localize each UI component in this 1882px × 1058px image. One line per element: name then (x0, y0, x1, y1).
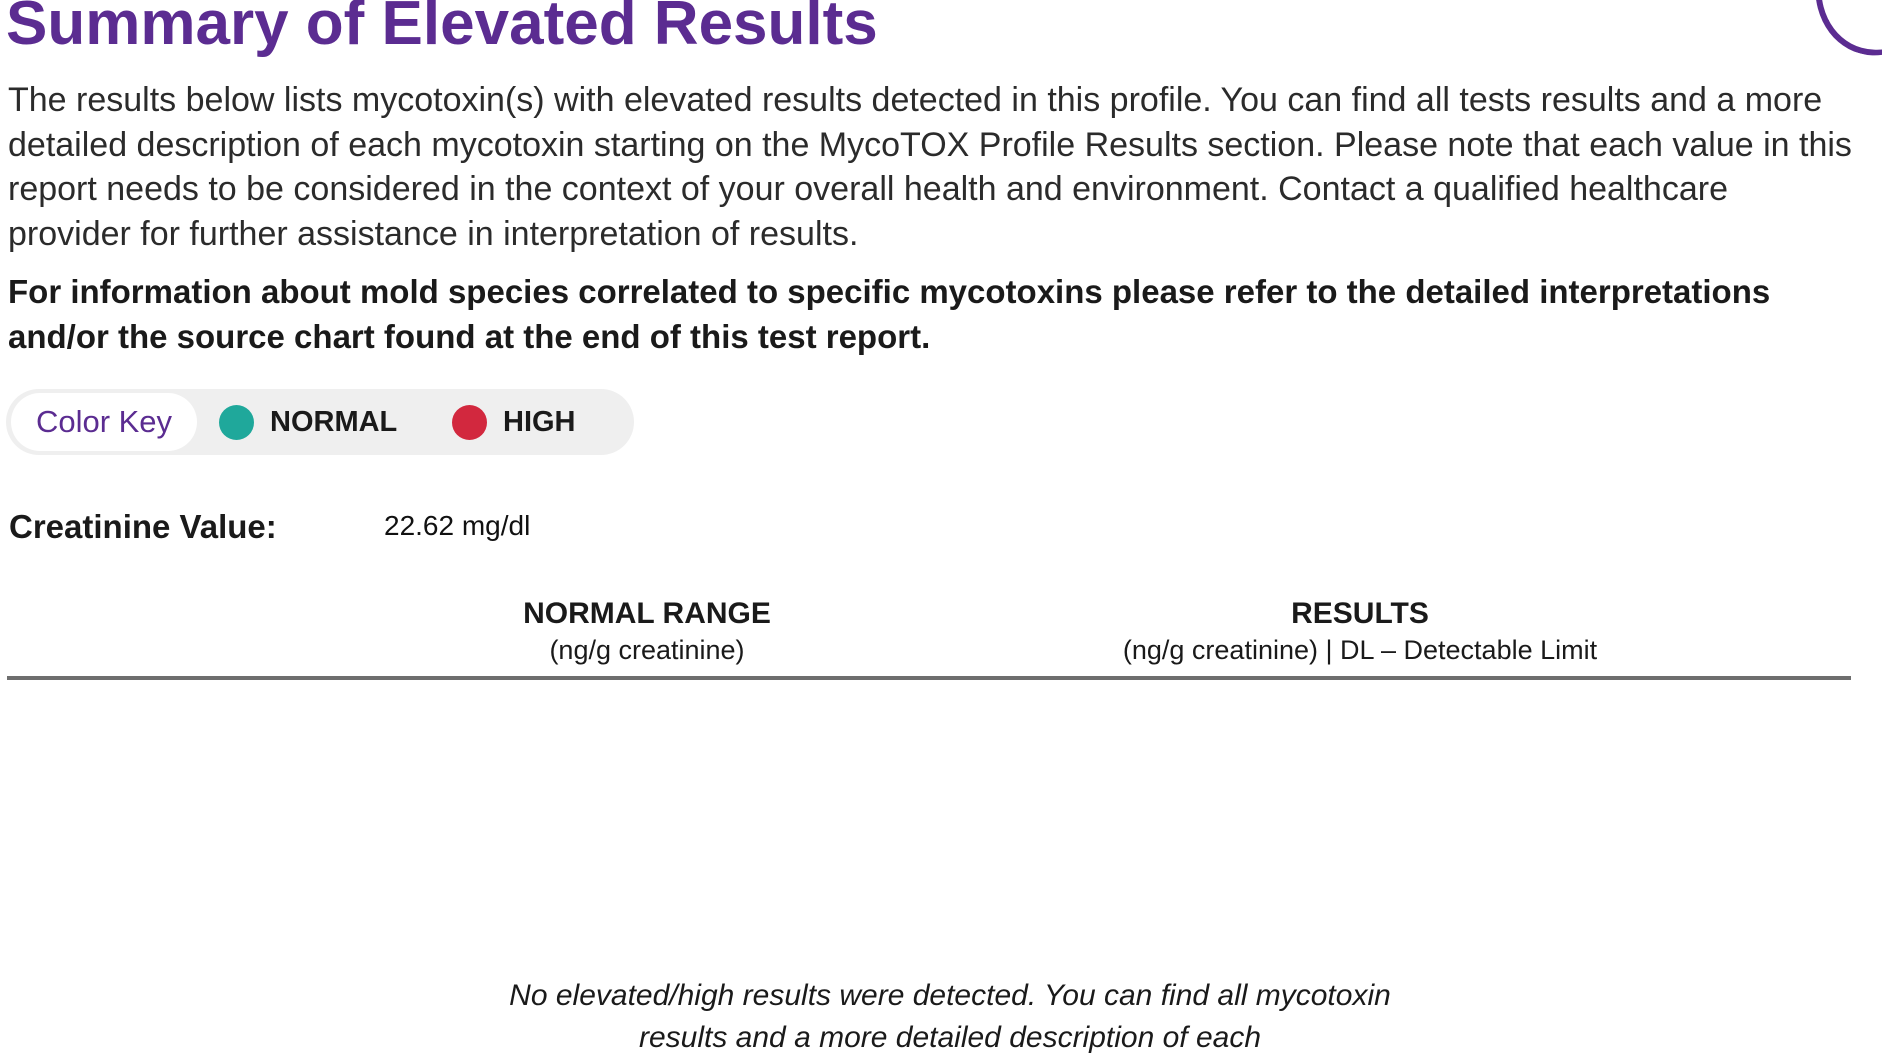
results-header (1000, 596, 1720, 668)
no-results-message: No elevated/high results were detected. You can find all mycotoxin results and a more detailed description of each (509, 979, 1391, 1054)
page-title: Summary of Elevated Results (6, 0, 878, 58)
high-key-label: HIGH (503, 406, 576, 438)
normal-dot-icon (219, 405, 254, 440)
normal-key-label: NORMAL (270, 406, 398, 438)
table-header-divider (7, 676, 1851, 680)
color-key (6, 389, 634, 455)
normal-range-unit: (ng/g creatinine) (549, 635, 745, 665)
results-heading: RESULTS (1291, 597, 1429, 630)
high-dot-icon (452, 405, 487, 440)
corner-decoration (1799, 0, 1882, 70)
color-key-label: Color Key (11, 393, 197, 451)
creatinine-label: Creatinine Value: (9, 508, 277, 545)
normal-range-heading: NORMAL RANGE (523, 597, 771, 630)
intro-paragraph: The results below lists mycotoxin(s) with elevated results detected in this profile. You can find all tests results and a more detailed description of each mycotoxin starting on the MycoTOX Profile Results section. Please note that each value in this report needs to be considered in the context of your overall health and environment. Contact a qualified healthcare provider for further assistance in interpretation of results. (8, 81, 1852, 253)
mold-species-note: For information about mold species correlated to specific mycotoxins please refer to the detailed interpretations and/or the source chart found at the end of this test report. (8, 273, 1771, 355)
creatinine-value: 22.62 mg/dl (384, 510, 531, 541)
normal-range-header (447, 596, 847, 668)
results-unit: (ng/g creatinine) | DL – Detectable Limit (1122, 635, 1598, 665)
